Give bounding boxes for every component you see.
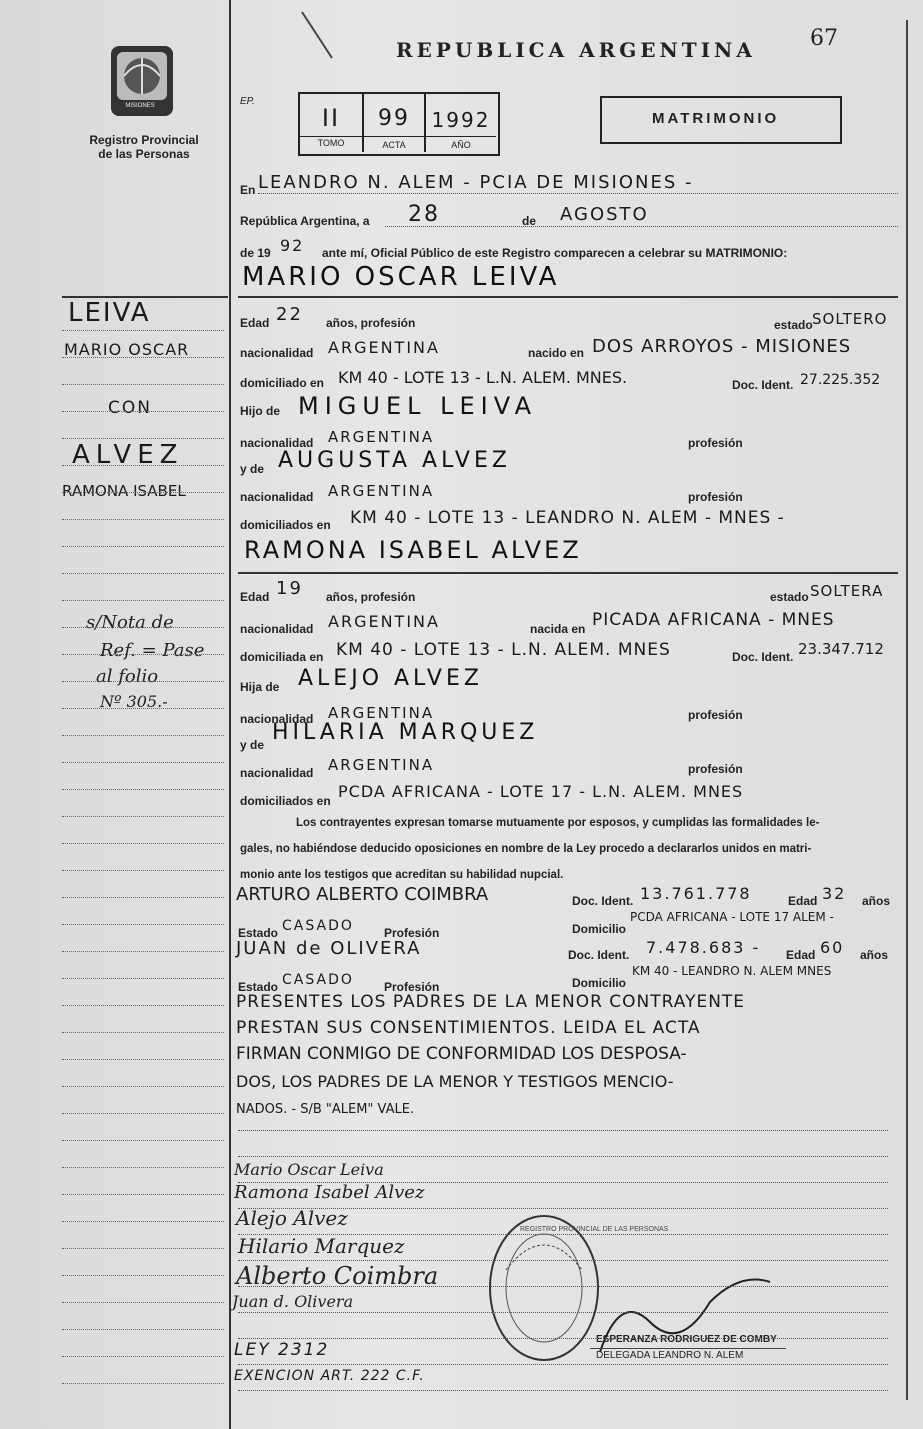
bride-nacida-label: nacida en xyxy=(530,622,586,636)
acta-value: 99 xyxy=(378,106,410,131)
groom-dom-label: domiciliado en xyxy=(240,376,325,390)
margin-rule-line xyxy=(62,1383,224,1384)
witness2-prof-label: Profesión xyxy=(384,980,440,994)
margin-rule-line xyxy=(62,897,224,898)
stamp-official: ESPERANZA RODRIGUEZ DE COMBY xyxy=(596,1334,777,1345)
footer-ley: LEY 2312 xyxy=(234,1340,330,1360)
bride-mother-nac: ARGENTINA xyxy=(328,756,435,774)
witness1-doc-label: Doc. Ident. xyxy=(572,894,634,908)
margin-rule-line xyxy=(62,357,224,358)
margin-rule-line xyxy=(62,411,224,412)
intro-text: ante mí, Oficial Público de este Registro comparecen a celebrar su MATRIMONIO: xyxy=(322,246,788,260)
witness1-prof-label: Profesión xyxy=(384,926,440,940)
groom-father: MIGUEL LEIVA xyxy=(298,392,538,420)
observation-4: DOS, LOS PADRES DE LA MENOR Y TESTIGOS MENCIO- xyxy=(236,1072,674,1091)
bride-estado: SOLTERA xyxy=(810,582,884,600)
tomo-label: TOMO xyxy=(317,138,345,148)
pen-stroke-mark xyxy=(298,8,338,64)
witness2-age: 60 xyxy=(820,938,845,957)
groom-mother-prof-label: profesión xyxy=(688,490,743,504)
year-suffix: 92 xyxy=(280,236,305,255)
witness2-domicilio: KM 40 - LEANDRO N. ALEM MNES xyxy=(632,964,832,978)
stamp-title: DELEGADA LEANDRO N. ALEM xyxy=(596,1350,744,1361)
record-type: MATRIMONIO xyxy=(652,110,780,127)
margin-surname-groom: LEIVA xyxy=(68,298,151,328)
margin-rule-line xyxy=(62,1005,224,1006)
bride-doms-label: domiciliados en xyxy=(240,794,331,808)
witness2-dom-label: Domicilio xyxy=(572,976,627,990)
body-rule-line xyxy=(238,1234,888,1235)
margin-rule-line xyxy=(62,924,224,925)
body-rule-line xyxy=(238,1182,888,1183)
bride-yde-label: y de xyxy=(240,738,265,752)
margin-rule-line xyxy=(62,438,224,439)
body-rule-line xyxy=(238,1312,888,1313)
margin-rule-line xyxy=(62,1221,224,1222)
footer-exencion: EXENCION ART. 222 C.F. xyxy=(234,1368,425,1384)
witness1-domicilio: PCDA AFRICANA - LOTE 17 ALEM - xyxy=(630,910,834,924)
margin-rule-line xyxy=(62,384,224,385)
groom-estado-label: estado xyxy=(774,318,813,332)
bride-father: ALEJO ALVEZ xyxy=(298,666,483,691)
body-rule-line xyxy=(238,1208,888,1209)
legal-text-1: Los contrayentes expresan tomarse mutuamente por esposos, y cumplidas las formalidades le- xyxy=(296,817,820,829)
groom-doc-label: Doc. Ident. xyxy=(732,378,794,392)
margin-rule-line xyxy=(62,708,224,709)
ep-mark: EP. xyxy=(240,96,255,107)
bride-age: 19 xyxy=(276,578,303,599)
margin-rule-line xyxy=(62,951,224,952)
margin-rule-line xyxy=(62,843,224,844)
groom-age: 22 xyxy=(276,304,303,325)
legal-text-2: gales, no habiéndose deducido oposiciones en nombre de la Ley procedo a declararlos unidos en matri- xyxy=(240,843,812,855)
bride-anos-profesion: años, profesión xyxy=(326,590,416,604)
witness2-estado: CASADO xyxy=(282,972,354,988)
bride-full-name: RAMONA ISABEL ALVEZ xyxy=(244,536,582,564)
margin-name-groom: MARIO OSCAR xyxy=(64,340,190,359)
margin-rule-line xyxy=(62,978,224,979)
country-title: REPUBLICA ARGENTINA xyxy=(396,38,756,62)
witness1-name: ARTURO ALBERTO COIMBRA xyxy=(236,884,489,905)
margin-rule-line xyxy=(62,627,224,628)
groom-mother-nac-label: nacionalidad xyxy=(240,490,314,504)
round-seal-text: REGISTRO PROVINCIAL DE LAS PERSONAS xyxy=(520,1226,669,1233)
margin-rule-line xyxy=(62,1329,224,1330)
bride-mother-prof-label: profesión xyxy=(688,762,743,776)
day: 28 xyxy=(408,202,440,227)
groom-nac-label: nacionalidad xyxy=(240,346,314,360)
bride-estado-label: estado xyxy=(770,590,809,604)
witness1-edad-label: Edad xyxy=(788,894,818,908)
groom-father-nac: ARGENTINA xyxy=(328,428,435,446)
bride-domicilio: KM 40 - LOTE 13 - L.N. ALEM. MNES xyxy=(336,640,671,660)
observation-5: NADOS. - S/B "ALEM" VALE. xyxy=(236,1102,415,1117)
margin-rule-line xyxy=(62,492,224,493)
groom-full-name: MARIO OSCAR LEIVA xyxy=(242,262,560,292)
bride-birthplace: PICADA AFRICANA - MNES xyxy=(592,610,835,630)
groom-domicilio: KM 40 - LOTE 13 - L.N. ALEM. MNES. xyxy=(338,368,628,387)
margin-rule-line xyxy=(62,1113,224,1114)
margin-rule-line xyxy=(62,1059,224,1060)
signature-bride-mother: Hilario Marquez xyxy=(238,1234,405,1258)
witness1-dom-label: Domicilio xyxy=(572,922,627,936)
margin-rule-line xyxy=(62,681,224,682)
groom-anos-profesion: años, profesión xyxy=(326,316,416,330)
bride-nacionalidad: ARGENTINA xyxy=(328,612,440,631)
bride-father-nac-label: nacionalidad xyxy=(240,712,314,726)
seal-text: MISIONES xyxy=(125,103,155,109)
groom-mother: AUGUSTA ALVEZ xyxy=(278,448,511,473)
body-rule-line xyxy=(238,1156,888,1157)
margin-rule-line xyxy=(62,1302,224,1303)
bride-dom-label: domiciliada en xyxy=(240,650,324,664)
margin-rule-line xyxy=(62,546,224,547)
body-rule-line xyxy=(238,1286,888,1287)
right-border xyxy=(906,20,908,1400)
bride-mother-nac-label: nacionalidad xyxy=(240,766,314,780)
de-label: de xyxy=(522,214,537,228)
ano-label: AÑO xyxy=(451,140,471,150)
bride-edad-label: Edad xyxy=(240,590,270,604)
body-rule-line xyxy=(238,1130,888,1131)
bride-doc-label: Doc. Ident. xyxy=(732,650,794,664)
body-rule-line xyxy=(238,1338,888,1339)
groom-yde-label: y de xyxy=(240,462,265,476)
witness2-anos: años xyxy=(860,948,889,962)
margin-rule-line xyxy=(62,762,224,763)
signature-witness2: Juan d. Olivera xyxy=(232,1292,354,1311)
margin-rule-line xyxy=(62,1275,224,1276)
groom-doc: 27.225.352 xyxy=(800,372,881,388)
groom-nacido-label: nacido en xyxy=(528,346,585,360)
margin-rule-line xyxy=(62,735,224,736)
witness1-estado-label: Estado xyxy=(238,926,279,940)
groom-hijo-label: Hijo de xyxy=(240,404,281,418)
margin-rule-line xyxy=(62,1248,224,1249)
margin-rule-line xyxy=(62,816,224,817)
signature-bride-father: Alejo Alvez xyxy=(236,1206,348,1230)
witness1-doc: 13.761.778 xyxy=(640,884,752,903)
body-rule-line xyxy=(238,1364,888,1365)
margin-rule-line xyxy=(62,789,224,790)
registry-name: Registro Provincial de las Personas xyxy=(89,133,199,161)
margin-rule-line xyxy=(62,1032,224,1033)
witness2-doc-label: Doc. Ident. xyxy=(568,948,630,962)
place: LEANDRO N. ALEM - PCIA DE MISIONES - xyxy=(258,172,694,193)
groom-mother-nac: ARGENTINA xyxy=(328,482,435,500)
bride-parents-dom: PCDA AFRICANA - LOTE 17 - L.N. ALEM. MNES xyxy=(338,782,744,801)
body-rule-line xyxy=(238,1260,888,1261)
margin-rule-line xyxy=(62,1140,224,1141)
groom-birthplace: DOS ARROYOS - MISIONES xyxy=(592,336,852,357)
groom-nacionalidad: ARGENTINA xyxy=(328,338,440,357)
en-label: En xyxy=(240,183,256,197)
republica-label: República Argentina, a xyxy=(240,214,370,228)
margin-rule-line xyxy=(62,870,224,871)
groom-edad-label: Edad xyxy=(240,316,270,330)
witness2-edad-label: Edad xyxy=(786,948,816,962)
year-prefix: de 19 xyxy=(240,246,271,260)
margin-rule-line xyxy=(62,330,224,331)
margin-rule-line xyxy=(62,1194,224,1195)
margin-con: CON xyxy=(108,398,152,418)
groom-estado: SOLTERO xyxy=(812,310,888,328)
witness2-doc: 7.478.683 - xyxy=(646,938,761,957)
signature-witness1: Alberto Coimbra xyxy=(236,1262,439,1290)
margin-note-line3: al folio xyxy=(96,666,159,687)
margin-note-line1: s/Nota de xyxy=(86,612,174,633)
margin-rule-line xyxy=(62,465,224,466)
legal-text-3: monio ante los testigos que acreditan su habilidad nupcial. xyxy=(240,869,564,881)
month: AGOSTO xyxy=(560,204,649,225)
observation-1: PRESENTES LOS PADRES DE LA MENOR CONTRAYENTE xyxy=(236,992,746,1012)
witness1-age: 32 xyxy=(822,884,847,903)
groom-doms-label: domiciliados en xyxy=(240,518,331,532)
bride-nac-label: nacionalidad xyxy=(240,622,314,636)
groom-father-nac-label: nacionalidad xyxy=(240,436,314,450)
margin-rule-line xyxy=(62,1356,224,1357)
witness1-estado: CASADO xyxy=(282,918,354,934)
observation-2: PRESTAN SUS CONSENTIMIENTOS. LEIDA EL ACTA xyxy=(236,1018,701,1038)
acta-label: ACTA xyxy=(382,140,406,150)
margin-divider xyxy=(229,0,231,1429)
margin-rule-line xyxy=(62,519,224,520)
margin-name-bride: RAMONA ISABEL xyxy=(62,482,186,500)
margin-surname-bride: ALVEZ xyxy=(72,440,184,470)
ano-value: 1992 xyxy=(431,108,491,132)
margin-rule-line xyxy=(62,654,224,655)
tomo-value: II xyxy=(321,104,341,132)
witness1-anos: años xyxy=(862,894,891,908)
page-number: 67 xyxy=(810,26,838,51)
margin-note-line4: Nº 305.- xyxy=(100,692,168,711)
bride-doc: 23.347.712 xyxy=(798,640,884,658)
groom-parents-dom: KM 40 - LOTE 13 - LEANDRO N. ALEM - MNES - xyxy=(350,508,785,528)
margin-rule-line xyxy=(62,573,224,574)
bride-mother: HILARIA MARQUEZ xyxy=(272,720,539,745)
signature-bride: Ramona Isabel Alvez xyxy=(234,1182,425,1203)
signature-groom: Mario Oscar Leiva xyxy=(234,1160,384,1179)
margin-rule-line xyxy=(62,1167,224,1168)
observation-3: FIRMAN CONMIGO DE CONFORMIDAD LOS DESPOSA- xyxy=(236,1044,687,1064)
margin-note-line2: Ref. = Pase xyxy=(100,640,205,661)
margin-rule-line xyxy=(62,1086,224,1087)
bride-father-prof-label: profesión xyxy=(688,708,743,722)
witness2-name: JUAN de OLIVERA xyxy=(236,938,422,959)
groom-father-prof-label: profesión xyxy=(688,436,743,450)
witness2-estado-label: Estado xyxy=(238,980,279,994)
margin-rule-line xyxy=(62,600,224,601)
body-rule-line xyxy=(238,1390,888,1391)
bride-hija-label: Hija de xyxy=(240,680,280,694)
bride-father-nac: ARGENTINA xyxy=(328,704,435,722)
